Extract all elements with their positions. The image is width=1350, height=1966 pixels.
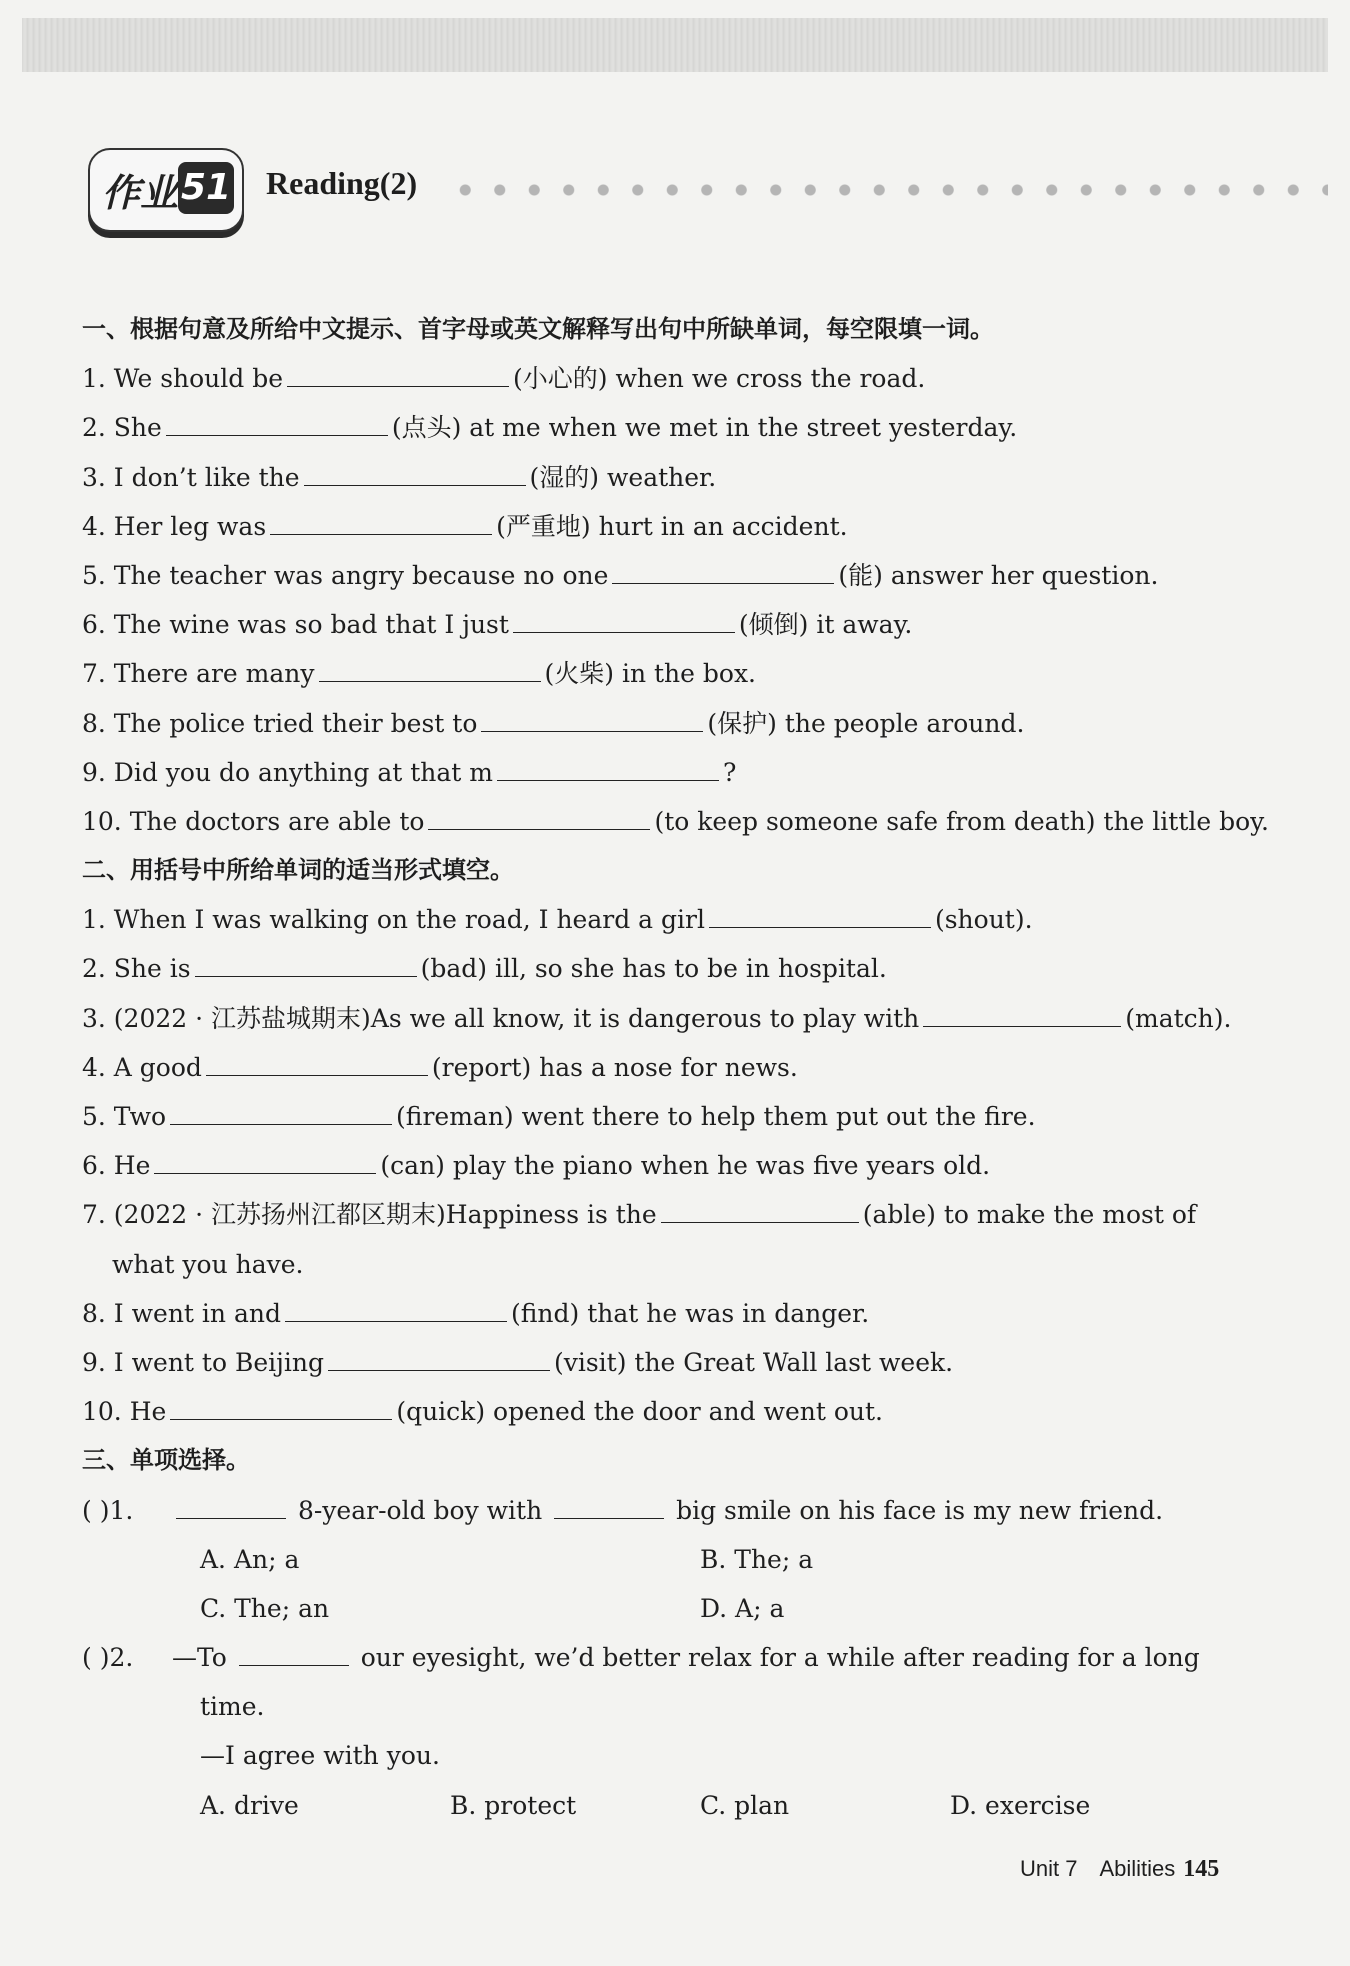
answer-blank[interactable] [285,1295,507,1322]
question-line: 4. A good (report) has a nose for news. [82,1043,1242,1092]
option[interactable]: D. A; a [700,1593,785,1623]
answer-blank[interactable] [328,1344,550,1371]
homework-badge [88,148,244,232]
answer-blank[interactable] [661,1196,859,1223]
answer-bracket[interactable]: ( )1. [82,1495,134,1525]
question-line: 3. I don’t like the (湿的) weather. [82,453,1242,502]
mc-options-row [82,1584,1242,1633]
section3-heading: 三、单项选择。 [82,1446,250,1475]
question-line: 6. He (can) play the piano when he was five years old. [82,1141,1242,1190]
option[interactable]: A. An; a [200,1544,300,1574]
question-line: 8. The police tried their best to (保护) the people around. [82,699,1242,748]
answer-blank[interactable] [170,1393,392,1420]
question-line: 7. (2022 · 江苏扬州江都区期末)Happiness is the (able) to make the most of [82,1190,1242,1239]
mc-question-2-reply: —I agree with you. [200,1741,440,1771]
question-line: 5. Two (fireman) went there to help them put out the fire. [82,1092,1242,1141]
section2-heading: 二、用括号中所给单词的适当形式填空。 [82,856,514,885]
badge-text: 作业 [102,171,179,215]
worksheet-content [82,305,1269,1830]
blank[interactable] [239,1639,349,1666]
question-line: 10. The doctors are able to (to keep someone safe from death) the little boy. [82,797,1242,846]
footer-unit: Unit 7 [1020,1856,1078,1881]
question-line: 4. Her leg was (严重地) hurt in an accident. [82,502,1242,551]
lesson-title: Reading(2) [266,165,418,201]
mc-question-2: ( )2. —To our eyesight, we’d better relax for a while after reading for a long [82,1633,1242,1682]
section1-heading: 一、根据句意及所给中文提示、首字母或英文解释写出句中所缺单词，每空限填一词。 [82,315,994,343]
question-line: 1. We should be (小心的) when we cross the road. [82,354,1242,403]
question-line: 2. She (点头) at me when we met in the street yesterday. [82,403,1242,452]
blank[interactable] [176,1492,286,1519]
option[interactable]: D. exercise [950,1790,1091,1820]
dotted-rule [448,183,1328,197]
answer-blank[interactable] [923,1000,1121,1027]
option[interactable]: C. plan [700,1790,790,1820]
question-line: 1. When I was walking on the road, I heard a girl (shout). [82,895,1242,944]
page-number: 145 [1183,1856,1220,1882]
question-line: 9. I went to Beijing (visit) the Great Wall last week. [82,1338,1242,1387]
answer-blank[interactable] [612,557,834,584]
section1-list [82,354,1269,846]
mc-question-1: ( )1. 8-year-old boy with big smile on his face is my new friend. [82,1486,1242,1535]
option[interactable]: B. The; a [700,1544,814,1574]
option[interactable]: C. The; an [200,1593,330,1623]
answer-blank[interactable] [304,459,526,486]
blank[interactable] [554,1492,664,1519]
mc-question-2-cont: time. [200,1692,265,1722]
answer-blank[interactable] [170,1098,392,1125]
answer-blank[interactable] [319,655,541,682]
question-line: 8. I went in and (find) that he was in danger. [82,1289,1242,1338]
option[interactable]: A. drive [200,1790,299,1820]
answer-blank[interactable] [195,950,417,977]
question-line: 10. He (quick) opened the door and went out. [82,1387,1242,1436]
footer-title: Abilities [1099,1856,1176,1881]
question-line: 5. The teacher was angry because no one (能) answer her question. [82,551,1242,600]
mc-options-row [82,1535,1242,1584]
question-line: 2. She is (bad) ill, so she has to be in hospital. [82,944,1242,993]
option[interactable]: B. protect [450,1790,577,1820]
answer-blank[interactable] [481,705,703,732]
section2-list [82,895,1242,1436]
answer-blank[interactable] [166,409,388,436]
question-line: 3. (2022 · 江苏盐城期末)As we all know, it is dangerous to play with (match). [82,994,1242,1043]
answer-bracket[interactable]: ( )2. [82,1643,134,1673]
answer-blank[interactable] [270,508,492,535]
question-line: 6. The wine was so bad that I just (倾倒) it away. [82,600,1242,649]
answer-blank[interactable] [497,754,719,781]
answer-blank[interactable] [154,1147,376,1174]
page-footer [1020,1856,1219,1883]
question-line: 9. Did you do anything at that m ? [82,748,1242,797]
answer-blank[interactable] [513,606,735,633]
question-line: what you have. [112,1249,304,1279]
mc-options-row [82,1781,1242,1830]
answer-blank[interactable] [287,360,509,387]
scan-top-band [22,18,1328,72]
answer-blank[interactable] [709,901,931,928]
badge-number: 51 [178,162,234,214]
answer-blank[interactable] [428,803,650,830]
answer-blank[interactable] [206,1049,428,1076]
question-line: 7. There are many (火柴) in the box. [82,649,1242,698]
